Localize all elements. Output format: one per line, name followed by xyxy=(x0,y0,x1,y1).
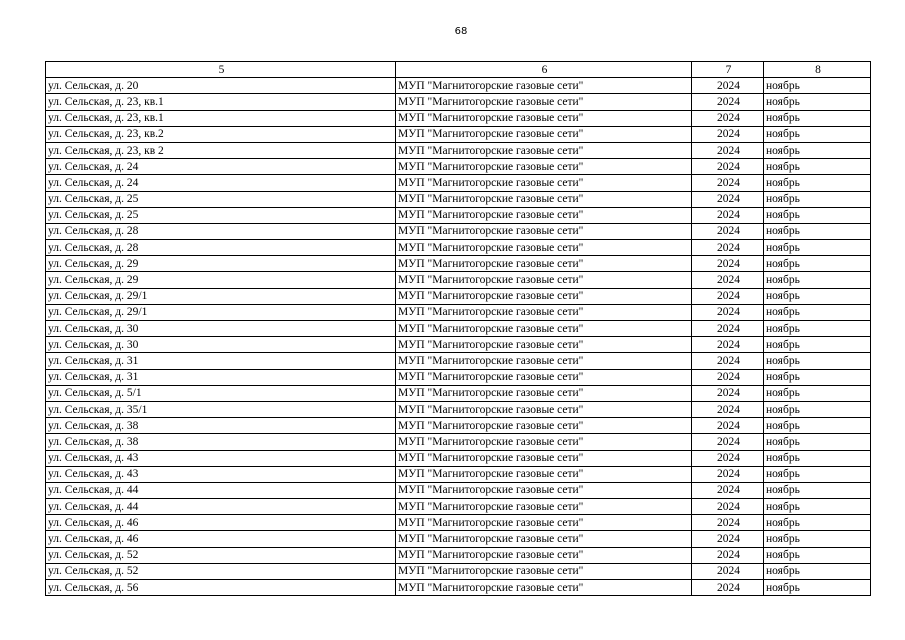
organization-cell: МУП "Магнитогорские газовые сети" xyxy=(396,515,692,531)
month-cell: ноябрь xyxy=(764,580,871,596)
organization-cell: МУП "Магнитогорские газовые сети" xyxy=(396,369,692,385)
year-cell: 2024 xyxy=(692,94,764,110)
month-cell: ноябрь xyxy=(764,304,871,320)
address-cell: ул. Сельская, д. 28 xyxy=(46,223,396,239)
address-cell: ул. Сельская, д. 52 xyxy=(46,563,396,579)
month-cell: ноябрь xyxy=(764,466,871,482)
year-cell: 2024 xyxy=(692,288,764,304)
table-row xyxy=(46,450,871,466)
month-cell: ноябрь xyxy=(764,175,871,191)
address-cell: ул. Сельская, д. 31 xyxy=(46,369,396,385)
month-cell: ноябрь xyxy=(764,256,871,272)
table-row xyxy=(46,466,871,482)
organization-cell: МУП "Магнитогорские газовые сети" xyxy=(396,499,692,515)
organization-cell: МУП "Магнитогорские газовые сети" xyxy=(396,385,692,401)
month-cell: ноябрь xyxy=(764,223,871,239)
table-row xyxy=(46,401,871,417)
table-row xyxy=(46,531,871,547)
table-row xyxy=(46,126,871,142)
table-row xyxy=(46,175,871,191)
year-cell: 2024 xyxy=(692,126,764,142)
address-cell: ул. Сельская, д. 52 xyxy=(46,547,396,563)
address-cell: ул. Сельская, д. 24 xyxy=(46,175,396,191)
column-header-7: 7 xyxy=(692,62,764,78)
column-header-8: 8 xyxy=(764,62,871,78)
organization-cell: МУП "Магнитогорские газовые сети" xyxy=(396,175,692,191)
organization-cell: МУП "Магнитогорские газовые сети" xyxy=(396,272,692,288)
year-cell: 2024 xyxy=(692,223,764,239)
organization-cell: МУП "Магнитогорские газовые сети" xyxy=(396,337,692,353)
header-row xyxy=(46,62,871,78)
month-cell: ноябрь xyxy=(764,563,871,579)
address-cell: ул. Сельская, д. 44 xyxy=(46,482,396,498)
month-cell: ноябрь xyxy=(764,272,871,288)
address-cell: ул. Сельская, д. 38 xyxy=(46,434,396,450)
table-body xyxy=(46,78,871,596)
month-cell: ноябрь xyxy=(764,78,871,94)
month-cell: ноябрь xyxy=(764,142,871,158)
address-cell: ул. Сельская, д. 46 xyxy=(46,531,396,547)
organization-cell: МУП "Магнитогорские газовые сети" xyxy=(396,126,692,142)
address-cell: ул. Сельская, д. 23, кв.1 xyxy=(46,110,396,126)
organization-cell: МУП "Магнитогорские газовые сети" xyxy=(396,142,692,158)
address-cell: ул. Сельская, д. 46 xyxy=(46,515,396,531)
year-cell: 2024 xyxy=(692,499,764,515)
address-cell: ул. Сельская, д. 29 xyxy=(46,272,396,288)
organization-cell: МУП "Магнитогорские газовые сети" xyxy=(396,191,692,207)
table-row xyxy=(46,499,871,515)
year-cell: 2024 xyxy=(692,272,764,288)
table-row xyxy=(46,110,871,126)
year-cell: 2024 xyxy=(692,515,764,531)
organization-cell: МУП "Магнитогорские газовые сети" xyxy=(396,580,692,596)
table-row xyxy=(46,337,871,353)
year-cell: 2024 xyxy=(692,321,764,337)
month-cell: ноябрь xyxy=(764,321,871,337)
month-cell: ноябрь xyxy=(764,531,871,547)
table-row xyxy=(46,207,871,223)
table-row xyxy=(46,482,871,498)
organization-cell: МУП "Магнитогорские газовые сети" xyxy=(396,288,692,304)
table-row xyxy=(46,78,871,94)
month-cell: ноябрь xyxy=(764,353,871,369)
year-cell: 2024 xyxy=(692,304,764,320)
organization-cell: МУП "Магнитогорские газовые сети" xyxy=(396,401,692,417)
address-cell: ул. Сельская, д. 30 xyxy=(46,337,396,353)
year-cell: 2024 xyxy=(692,353,764,369)
address-cell: ул. Сельская, д. 43 xyxy=(46,466,396,482)
table-row xyxy=(46,321,871,337)
table-row xyxy=(46,142,871,158)
organization-cell: МУП "Магнитогорские газовые сети" xyxy=(396,482,692,498)
year-cell: 2024 xyxy=(692,466,764,482)
table-row xyxy=(46,385,871,401)
organization-cell: МУП "Магнитогорские газовые сети" xyxy=(396,159,692,175)
organization-cell: МУП "Магнитогорские газовые сети" xyxy=(396,78,692,94)
organization-cell: МУП "Магнитогорские газовые сети" xyxy=(396,353,692,369)
organization-cell: МУП "Магнитогорские газовые сети" xyxy=(396,321,692,337)
organization-cell: МУП "Магнитогорские газовые сети" xyxy=(396,563,692,579)
table-row xyxy=(46,418,871,434)
address-cell: ул. Сельская, д. 23, кв.2 xyxy=(46,126,396,142)
address-cell: ул. Сельская, д. 35/1 xyxy=(46,401,396,417)
address-cell: ул. Сельская, д. 30 xyxy=(46,321,396,337)
organization-cell: МУП "Магнитогорские газовые сети" xyxy=(396,547,692,563)
year-cell: 2024 xyxy=(692,142,764,158)
address-cell: ул. Сельская, д. 28 xyxy=(46,240,396,256)
address-cell: ул. Сельская, д. 29 xyxy=(46,256,396,272)
month-cell: ноябрь xyxy=(764,207,871,223)
address-cell: ул. Сельская, д. 56 xyxy=(46,580,396,596)
table-row xyxy=(46,369,871,385)
address-cell: ул. Сельская, д. 29/1 xyxy=(46,288,396,304)
table-row xyxy=(46,547,871,563)
month-cell: ноябрь xyxy=(764,499,871,515)
table-row xyxy=(46,304,871,320)
month-cell: ноябрь xyxy=(764,450,871,466)
organization-cell: МУП "Магнитогорские газовые сети" xyxy=(396,466,692,482)
address-cell: ул. Сельская, д. 23, кв.1 xyxy=(46,94,396,110)
year-cell: 2024 xyxy=(692,369,764,385)
month-cell: ноябрь xyxy=(764,482,871,498)
table-row xyxy=(46,353,871,369)
month-cell: ноябрь xyxy=(764,515,871,531)
organization-cell: МУП "Магнитогорские газовые сети" xyxy=(396,207,692,223)
month-cell: ноябрь xyxy=(764,337,871,353)
year-cell: 2024 xyxy=(692,175,764,191)
year-cell: 2024 xyxy=(692,159,764,175)
year-cell: 2024 xyxy=(692,563,764,579)
table-row xyxy=(46,240,871,256)
organization-cell: МУП "Магнитогорские газовые сети" xyxy=(396,256,692,272)
month-cell: ноябрь xyxy=(764,110,871,126)
table-row xyxy=(46,94,871,110)
address-cell: ул. Сельская, д. 29/1 xyxy=(46,304,396,320)
year-cell: 2024 xyxy=(692,207,764,223)
month-cell: ноябрь xyxy=(764,240,871,256)
address-cell: ул. Сельская, д. 25 xyxy=(46,207,396,223)
table-row xyxy=(46,580,871,596)
year-cell: 2024 xyxy=(692,191,764,207)
organization-cell: МУП "Магнитогорские газовые сети" xyxy=(396,94,692,110)
address-cell: ул. Сельская, д. 23, кв 2 xyxy=(46,142,396,158)
table-row xyxy=(46,223,871,239)
organization-cell: МУП "Магнитогорские газовые сети" xyxy=(396,450,692,466)
month-cell: ноябрь xyxy=(764,547,871,563)
month-cell: ноябрь xyxy=(764,126,871,142)
month-cell: ноябрь xyxy=(764,385,871,401)
year-cell: 2024 xyxy=(692,450,764,466)
column-header-6: 6 xyxy=(396,62,692,78)
address-cell: ул. Сельская, д. 31 xyxy=(46,353,396,369)
year-cell: 2024 xyxy=(692,531,764,547)
month-cell: ноябрь xyxy=(764,94,871,110)
year-cell: 2024 xyxy=(692,385,764,401)
organization-cell: МУП "Магнитогорские газовые сети" xyxy=(396,110,692,126)
year-cell: 2024 xyxy=(692,110,764,126)
address-cell: ул. Сельская, д. 43 xyxy=(46,450,396,466)
year-cell: 2024 xyxy=(692,337,764,353)
table-row xyxy=(46,256,871,272)
year-cell: 2024 xyxy=(692,240,764,256)
year-cell: 2024 xyxy=(692,482,764,498)
table-row xyxy=(46,563,871,579)
page-number: 68 xyxy=(454,26,468,37)
organization-cell: МУП "Магнитогорские газовые сети" xyxy=(396,223,692,239)
organization-cell: МУП "Магнитогорские газовые сети" xyxy=(396,531,692,547)
organization-cell: МУП "Магнитогорские газовые сети" xyxy=(396,418,692,434)
year-cell: 2024 xyxy=(692,580,764,596)
table-row xyxy=(46,159,871,175)
organization-cell: МУП "Магнитогорские газовые сети" xyxy=(396,434,692,450)
address-cell: ул. Сельская, д. 24 xyxy=(46,159,396,175)
year-cell: 2024 xyxy=(692,434,764,450)
address-cell: ул. Сельская, д. 25 xyxy=(46,191,396,207)
table-row xyxy=(46,515,871,531)
table-row xyxy=(46,288,871,304)
table-row xyxy=(46,434,871,450)
table-row xyxy=(46,191,871,207)
organization-cell: МУП "Магнитогорские газовые сети" xyxy=(396,240,692,256)
month-cell: ноябрь xyxy=(764,418,871,434)
year-cell: 2024 xyxy=(692,78,764,94)
year-cell: 2024 xyxy=(692,256,764,272)
month-cell: ноябрь xyxy=(764,434,871,450)
month-cell: ноябрь xyxy=(764,401,871,417)
year-cell: 2024 xyxy=(692,418,764,434)
column-header-5: 5 xyxy=(46,62,396,78)
organization-cell: МУП "Магнитогорские газовые сети" xyxy=(396,304,692,320)
address-cell: ул. Сельская, д. 38 xyxy=(46,418,396,434)
table-row xyxy=(46,272,871,288)
year-cell: 2024 xyxy=(692,401,764,417)
year-cell: 2024 xyxy=(692,547,764,563)
month-cell: ноябрь xyxy=(764,191,871,207)
table-header xyxy=(46,62,871,78)
address-cell: ул. Сельская, д. 5/1 xyxy=(46,385,396,401)
month-cell: ноябрь xyxy=(764,288,871,304)
address-cell: ул. Сельская, д. 44 xyxy=(46,499,396,515)
month-cell: ноябрь xyxy=(764,159,871,175)
month-cell: ноябрь xyxy=(764,369,871,385)
address-cell: ул. Сельская, д. 20 xyxy=(46,78,396,94)
schedule-table xyxy=(45,61,871,596)
